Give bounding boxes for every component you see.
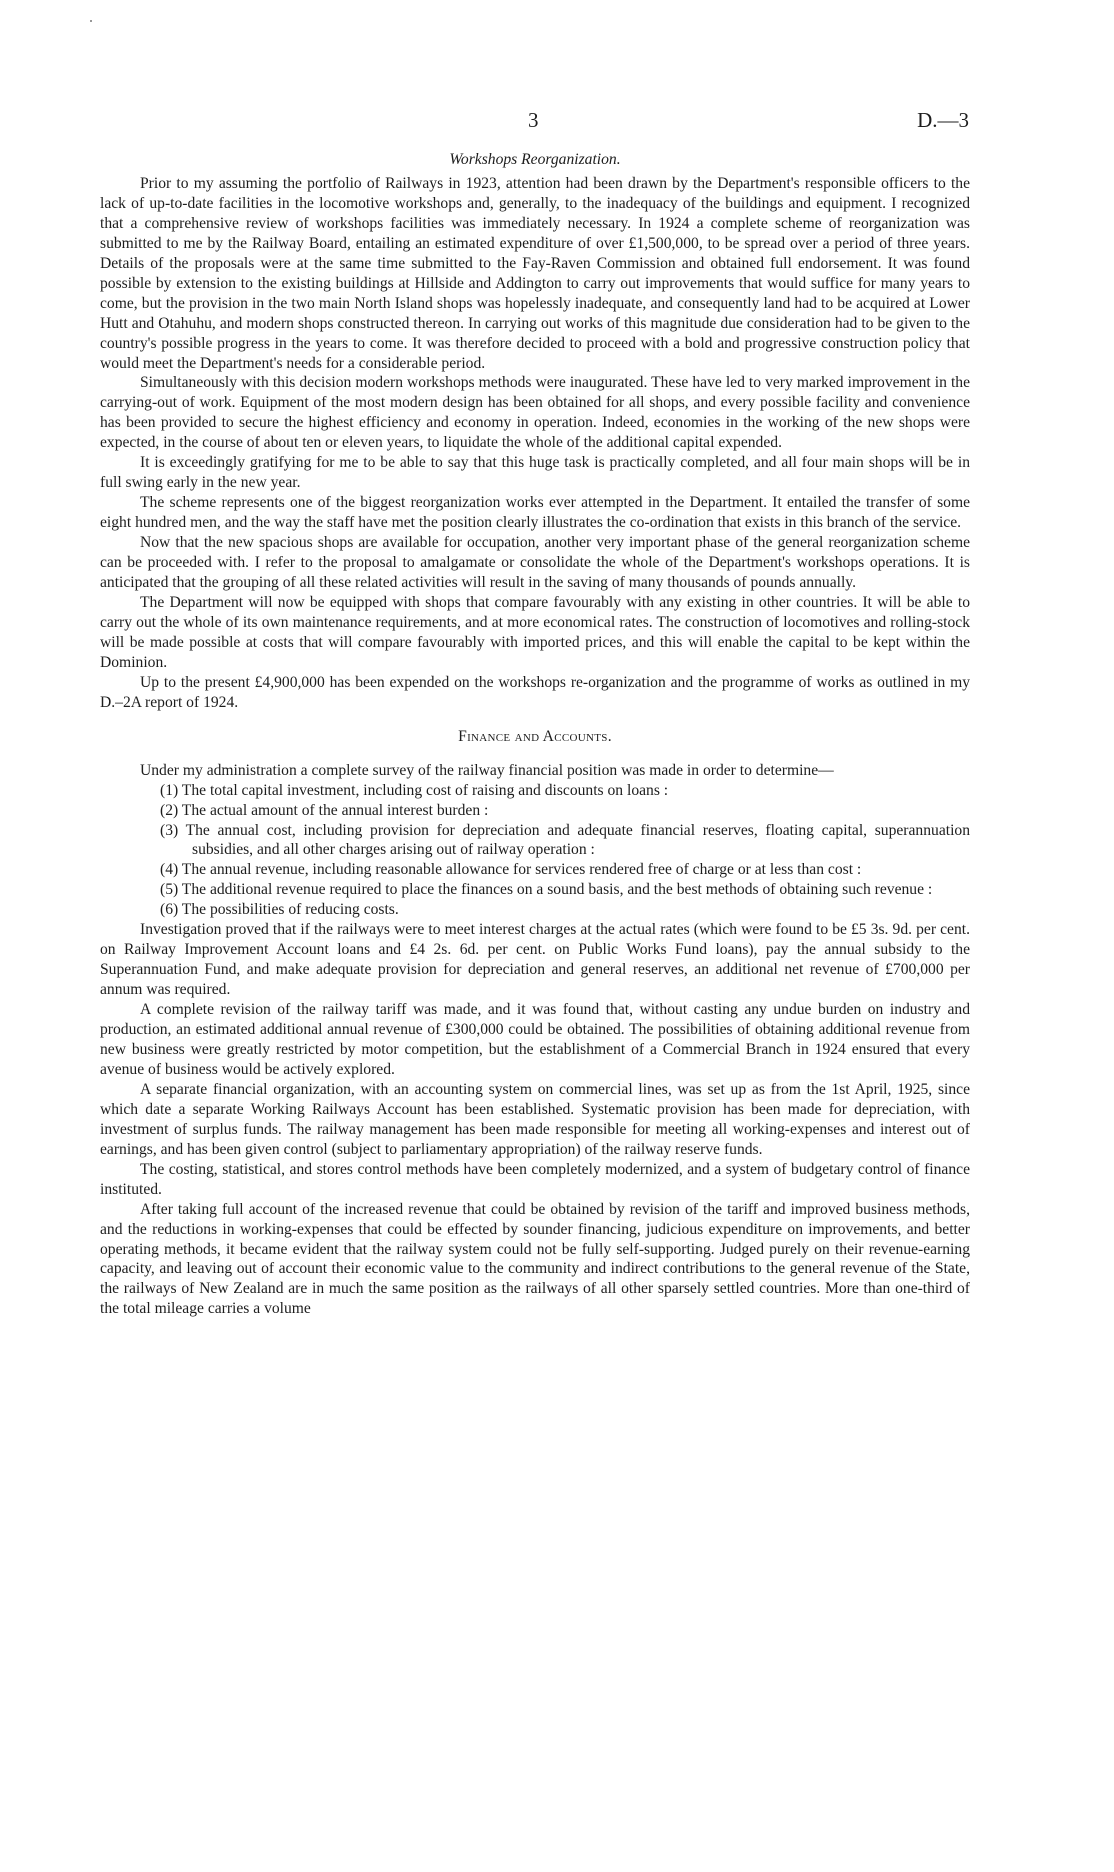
paragraph: Simultaneously with this decision modern workshops methods were inaugurated. These have led to very marked improvement in the carrying-out of work. Equipment of the most modern design has been obtained for all shops, and every possible facility and convenience has been provided to secure the highest efficiency and economy in operation. Indeed, economies in the working of the new shops were expected, in the course of about ten or eleven years, to liquidate the whole of the additional capital expended.	[100, 374, 970, 452]
finance-section	[100, 761, 970, 1320]
page-header	[0, 108, 1114, 138]
page-body	[100, 150, 970, 1319]
list-item: (2) The actual amount of the annual interest burden :	[160, 801, 489, 819]
section-title-finance: Finance and Accounts.	[458, 727, 612, 745]
paragraph: After taking full account of the increased revenue that could be obtained by revision of the tariff and improved business methods, and the reductions in working-expenses that could be effected by sounder financing, judicious expenditure on improvements, and better operating methods, it became evident that the railway system could not be fully self-supporting. Judged purely on their revenue-earning capacity, and leaving out of account their economic value to the community and indirect contributions to the general revenue of the State, the railways of New Zealand are in much the same position as the railways of all other sparsely settled countries. More than one-third of the total mileage carries a volume	[100, 1200, 970, 1318]
list-item: (5) The additional revenue required to place the finances on a sound basis, and the best methods of obtaining such revenue :	[160, 881, 933, 899]
list-item: (6) The possibilities of reducing costs.	[160, 901, 399, 919]
workshops-section	[100, 174, 970, 713]
inquiry-list	[100, 781, 970, 921]
section-title-workshops: Workshops Reorganization.	[449, 151, 621, 168]
page-number: 3	[528, 108, 539, 132]
paragraph: Now that the new spacious shops are available for occupation, another very important phase of the general reorganization scheme can be proceeded with. I refer to the proposal to amalgamate or consolidate the whole of the Department's workshops operations. It is anticipated that the grouping of all these related activities will result in the saving of many thousands of pounds annually.	[100, 534, 970, 592]
document-reference: D.—3	[917, 108, 969, 132]
scan-mark	[90, 20, 92, 22]
paragraph: A complete revision of the railway tariff was made, and it was found that, without casting any undue burden on industry and production, an estimated additional annual revenue of £300,000 could be obtained. The possibilities of obtaining additional revenue from new business were greatly restricted by motor competition, but the establishment of a Commercial Branch in 1924 ensured that every avenue of business would be actively explored.	[100, 1001, 970, 1078]
paragraph: Up to the present £4,900,000 has been expended on the workshops re-organization and the programme of works as outlined in my D.–2A report of 1924.	[100, 673, 970, 711]
paragraph: A separate financial organization, with an accounting system on commercial lines, was set up as from the 1st April, 1925, since which date a separate Working Railways Account has been established. Systematic provision has been made for depreciation, with investment of surplus funds. The railway management has been made responsible for meeting all working-expenses and interest out of earnings, and has been given control (subject to parliamentary appropriation) of the railway reserve funds.	[100, 1080, 970, 1158]
paragraph: It is exceedingly gratifying for me to be able to say that this huge task is practically completed, and all four main shops will be in full swing early in the new year.	[100, 454, 970, 492]
list-item: (1) The total capital investment, including cost of raising and discounts on loans :	[160, 781, 669, 799]
paragraph: Under my administration a complete survey of the railway financial position was made in order to determine—	[140, 761, 834, 779]
paragraph: The Department will now be equipped with shops that compare favourably with any existing in other countries. It will be able to carry out the whole of its own maintenance requirements, and at more economical rates. The construction of locomotives and rolling-stock will be made possible at costs that will compare favourably with imported prices, and this will enable the capital to be kept within the Dominion.	[100, 593, 970, 671]
list-item: (4) The annual revenue, including reasonable allowance for services rendered free of charge or at less than cost :	[160, 861, 862, 879]
paragraph: The scheme represents one of the biggest reorganization works ever attempted in the Department. It entailed the transfer of some eight hundred men, and the way the staff have met the position clearly illustrates the co-ordination that exists in this branch of the service.	[100, 494, 970, 532]
paragraph: Investigation proved that if the railways were to meet interest charges at the actual rates (which were found to be £5 3s. 9d. per cent. on Railway Improvement Account loans and £4 2s. 6d. per cent. on Public Works Fund loans), pay the annual subsidy to the Superannuation Fund, and make adequate provision for depreciation and general reserves, an additional net revenue of £700,000 per annum was required.	[100, 921, 970, 999]
paragraph: The costing, statistical, and stores control methods have been completely modernized, and a system of budgetary control of finance instituted.	[100, 1160, 970, 1198]
paragraph: Prior to my assuming the portfolio of Railways in 1923, attention had been drawn by the Department's responsible officers to the lack of up-to-date facilities in the locomotive workshops and, generally, to the inadequacy of the buildings and equipment. I recognized that a comprehensive review of workshops facilities was immediately necessary. In 1924 a complete scheme of reorganization was submitted to me by the Railway Board, entailing an estimated expenditure of over £1,500,000, to be spread over a period of three years. Details of the proposals were at the same time submitted to the Fay-Raven Commission and obtained full endorsement. It was found possible by extension to the existing buildings at Hillside and Addington to carry out improvements that would suffice for many years to come, but the provision in the two main North Island shops was hopelessly inadequate, and consequently land had to be acquired at Lower Hutt and Otahuhu, and modern shops constructed thereon. In carrying out works of this magnitude due consideration had to be given to the country's possible progress in the years to come. It was therefore decided to proceed with a bold and progressive construction policy that would meet the Department's needs for a considerable period.	[100, 174, 970, 372]
list-item: (3) The annual cost, including provision for depreciation and adequate financial reserves, floating capital, superannuation subsidies, and all other charges arising out of railway operation :	[160, 821, 970, 859]
